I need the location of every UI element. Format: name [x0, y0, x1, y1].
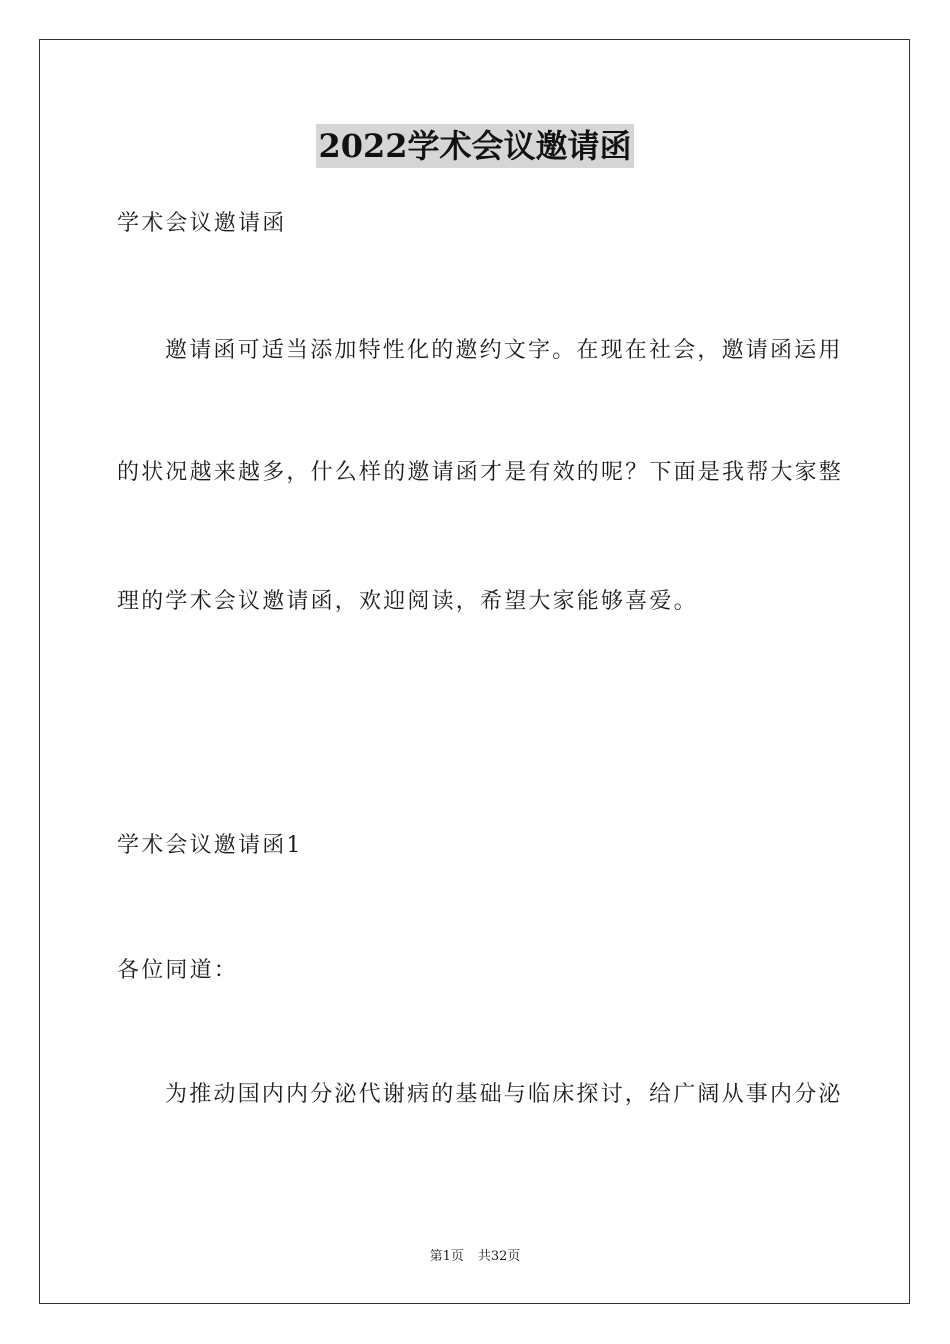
section-heading: 学术会议邀请函1 — [117, 833, 303, 858]
document-title: 2022学术会议邀请函 — [316, 124, 633, 168]
page-number: 第1页 — [429, 1249, 464, 1264]
page-footer — [0, 1248, 950, 1266]
intro-line-2: 的状况越来越多，什么样的邀请函才是有效的呢？下面是我帮大家整 — [117, 460, 844, 485]
document-subtitle: 学术会议邀请函 — [117, 211, 287, 236]
intro-line-3: 理的学术会议邀请函，欢迎阅读，希望大家能够喜爱。 — [117, 589, 698, 614]
title-container — [0, 124, 950, 168]
intro-line-1: 邀请函可适当添加特性化的邀约文字。在现在社会，邀请函运用 — [165, 338, 843, 363]
body-line-1: 为推动国内内分泌代谢病的基础与临床探讨，给广阔从事内分泌 — [165, 1082, 843, 1107]
salutation: 各位同道： — [117, 958, 239, 983]
page-total: 共32页 — [477, 1249, 521, 1264]
